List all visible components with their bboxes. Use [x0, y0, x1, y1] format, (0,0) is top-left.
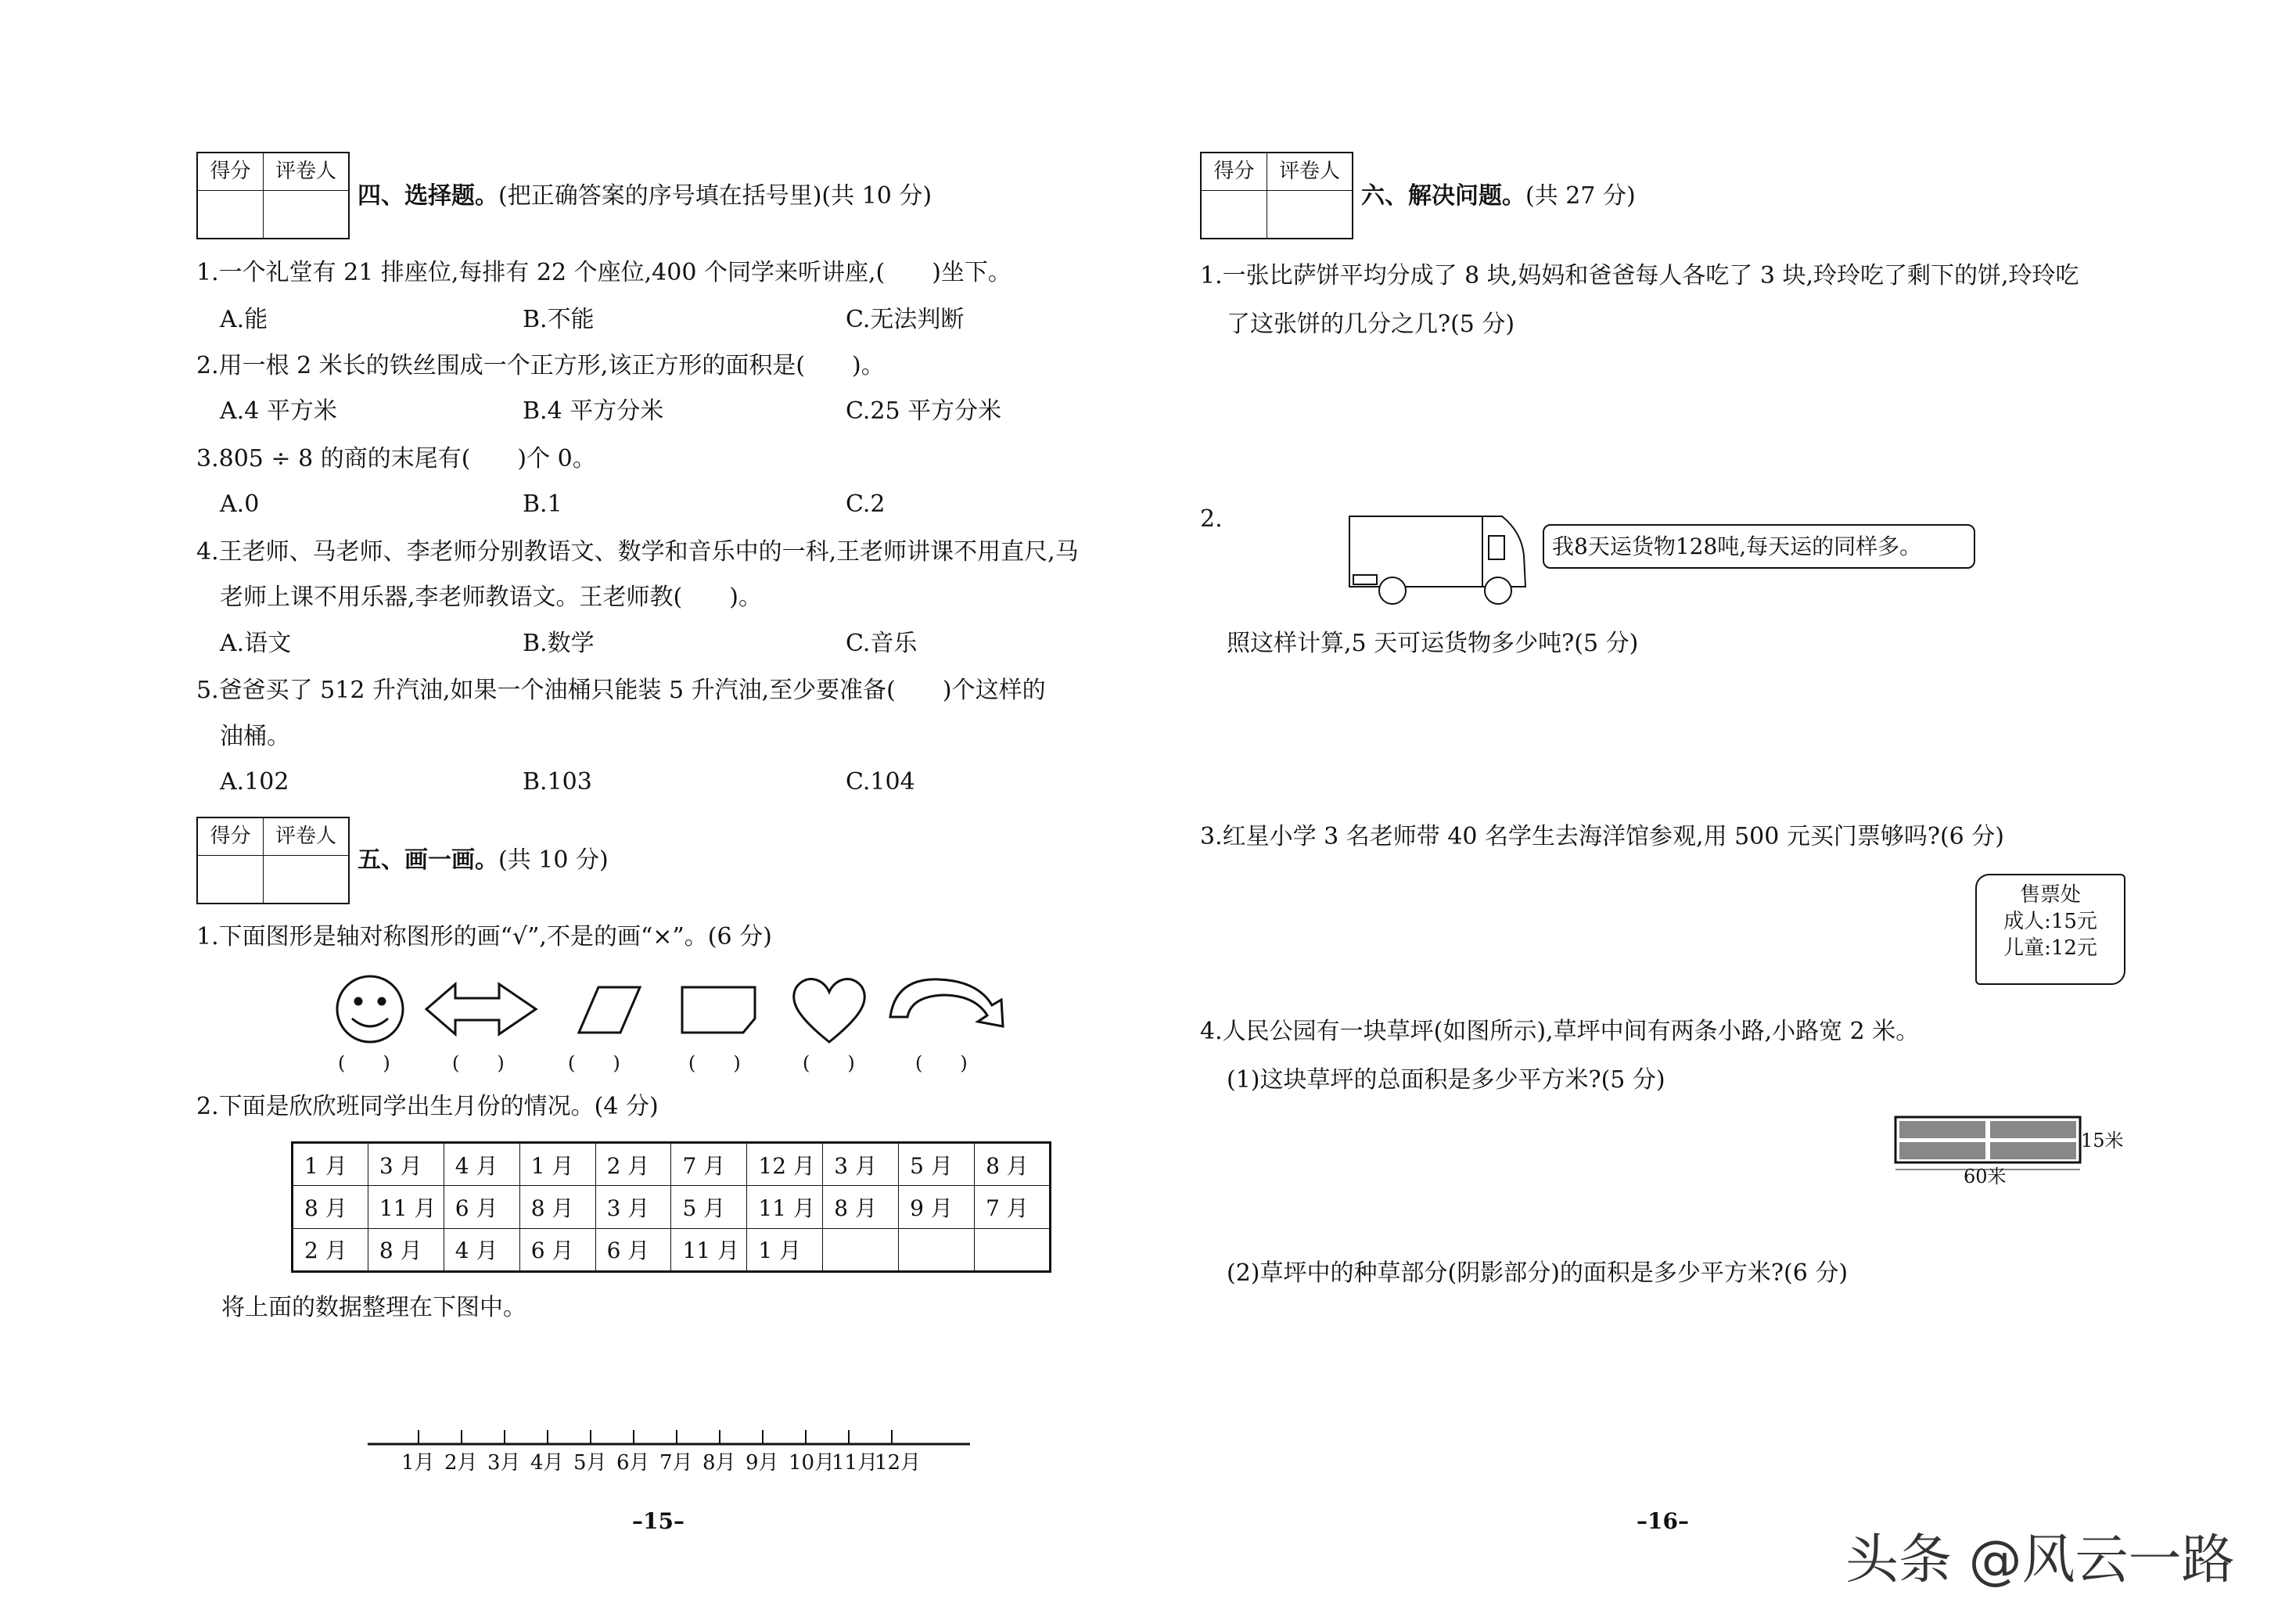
answer-paren[interactable]: ( )	[688, 1052, 741, 1074]
axis-label: 4月	[530, 1451, 564, 1475]
question-text-cont: 老师上课不用乐器,李老师教语文。王老师教( )。	[220, 584, 762, 611]
answer-paren[interactable]: ( )	[452, 1052, 505, 1074]
question-text: 3.805 ÷ 8 的商的末尾有( )个 0。	[196, 445, 596, 472]
table-cell: 3 月	[823, 1143, 899, 1186]
section-note: (共 10 分)	[498, 846, 609, 874]
score-cell[interactable]	[1202, 191, 1267, 238]
symmetry-shapes	[329, 970, 1017, 1048]
question-text-cont: 油桶。	[220, 723, 290, 750]
section-4-heading	[358, 182, 932, 210]
axis-label: 2月	[444, 1451, 478, 1475]
axis-label: 6月	[616, 1451, 650, 1475]
heart-icon	[794, 979, 865, 1042]
section-title: 四、选择题。	[358, 182, 498, 210]
child-price: 儿童:12元	[2003, 936, 2097, 960]
option-a: A.语文	[220, 630, 292, 657]
table-cell: 9 月	[899, 1186, 975, 1228]
question-text: 2.用一根 2 米长的铁丝围成一个正方形,该正方形的面积是( )。	[196, 352, 885, 379]
truck-icon	[1346, 508, 1533, 610]
table-cell: 1 月	[747, 1228, 823, 1271]
table-cell	[899, 1228, 975, 1271]
grader-label: 评卷人	[264, 818, 348, 856]
table-row	[293, 1186, 1051, 1228]
option-c: C.2	[846, 490, 886, 518]
table-cell: 4 月	[444, 1143, 519, 1186]
section-title: 六、解决问题。	[1361, 182, 1525, 210]
option-c: C.104	[846, 768, 915, 796]
question-text: (2)草坪中的种草部分(阴影部分)的面积是多少平方米?(6 分)	[1227, 1259, 1849, 1287]
table-cell: 12 月	[747, 1143, 823, 1186]
table-cell: 11 月	[671, 1228, 747, 1271]
page-number: –16–	[1637, 1508, 1689, 1534]
score-box-5	[196, 817, 350, 904]
question-text: 4.王老师、马老师、李老师分别教语文、数学和音乐中的一科,王老师讲课不用直尺,马	[196, 538, 1079, 566]
section-note: (共 27 分)	[1525, 182, 1636, 210]
question-text: 照这样计算,5 天可运货物多少吨?(5 分)	[1227, 630, 1639, 657]
option-a: A.4 平方米	[220, 397, 337, 425]
option-b: B.103	[523, 768, 592, 796]
table-cell: 8 月	[823, 1186, 899, 1228]
instruction-text: 将上面的数据整理在下图中。	[221, 1294, 526, 1321]
answer-paren[interactable]: ( )	[338, 1052, 390, 1074]
grader-cell[interactable]	[1267, 191, 1352, 238]
table-cell: 11 月	[747, 1186, 823, 1228]
option-b: B.数学	[523, 630, 595, 657]
watermark: 头条 @风云一路	[1845, 1529, 2235, 1591]
question-text: 1.一个礼堂有 21 排座位,每排有 22 个座位,400 个同学来听讲座,( )坐下。	[196, 259, 1011, 286]
table-cell: 2 月	[293, 1228, 368, 1271]
table-cell: 6 月	[595, 1228, 671, 1271]
table-cell	[975, 1228, 1051, 1271]
axis-label: 7月	[659, 1451, 693, 1475]
parallelogram-icon	[579, 987, 640, 1033]
question-text: (1)这块草坪的总面积是多少平方米?(5 分)	[1227, 1066, 1665, 1094]
option-a: A.0	[220, 490, 260, 518]
smiley-face-icon	[337, 976, 403, 1042]
height-dimension: 15米	[2081, 1130, 2124, 1152]
table-cell: 8 月	[293, 1186, 368, 1228]
option-a: A.能	[220, 306, 268, 333]
table-cell	[823, 1228, 899, 1271]
axis-label: 9月	[746, 1451, 779, 1475]
table-cell: 2 月	[595, 1143, 671, 1186]
birth-month-table	[291, 1141, 1051, 1273]
grader-cell[interactable]	[264, 191, 348, 238]
question-text: 2.下面是欣欣班同学出生月份的情况。(4 分)	[196, 1093, 659, 1120]
question-number: 2.	[1200, 505, 1223, 533]
table-cell: 7 月	[975, 1186, 1051, 1228]
grader-label: 评卷人	[1267, 153, 1352, 191]
answer-paren[interactable]: ( )	[803, 1052, 855, 1074]
adult-price: 成人:15元	[2003, 910, 2097, 933]
table-cell: 11 月	[368, 1186, 444, 1228]
table-cell: 6 月	[519, 1228, 595, 1271]
table-cell: 1 月	[519, 1143, 595, 1186]
question-text: 1.下面图形是轴对称图形的画“√”,不是的画“×”。(6 分)	[196, 923, 772, 950]
axis-label: 8月	[702, 1451, 736, 1475]
table-cell: 3 月	[368, 1143, 444, 1186]
ticket-title: 售票处	[2019, 883, 2081, 907]
table-cell: 6 月	[444, 1186, 519, 1228]
score-cell[interactable]	[198, 191, 264, 238]
table-row	[293, 1143, 1051, 1186]
score-label: 得分	[198, 153, 264, 191]
score-label: 得分	[1202, 153, 1267, 191]
section-note: (把正确答案的序号填在括号里)(共 10 分)	[498, 182, 932, 210]
table-cell: 3 月	[595, 1186, 671, 1228]
option-b: B.1	[523, 490, 562, 518]
option-c: C.音乐	[846, 630, 918, 657]
axis-label: 11月	[832, 1451, 879, 1475]
score-cell[interactable]	[198, 856, 264, 903]
axis-label: 10月	[789, 1451, 835, 1475]
table-cell: 5 月	[899, 1143, 975, 1186]
section-title: 五、画一画。	[358, 846, 498, 874]
table-cell: 8 月	[368, 1228, 444, 1271]
question-text: 4.人民公园有一块草坪(如图所示),草坪中间有两条小路,小路宽 2 米。	[1200, 1018, 1920, 1045]
answer-paren[interactable]: ( )	[568, 1052, 620, 1074]
curved-arrow-icon	[890, 979, 1003, 1026]
axis-label: 5月	[573, 1451, 607, 1475]
option-a: A.102	[220, 768, 289, 796]
table-cell: 8 月	[975, 1143, 1051, 1186]
table-cell: 7 月	[671, 1143, 747, 1186]
option-c: C.25 平方分米	[846, 397, 1002, 425]
question-text-cont: 了这张饼的几分之几?(5 分)	[1227, 311, 1515, 338]
width-dimension: 60米	[1964, 1166, 2007, 1187]
table-cell: 4 月	[444, 1228, 519, 1271]
question-text: 5.爸爸买了 512 升汽油,如果一个油桶只能装 5 升汽油,至少要准备( )个这样的	[196, 677, 1046, 704]
table-row	[293, 1228, 1051, 1271]
ticket-sign	[1975, 874, 2125, 985]
grader-label: 评卷人	[264, 153, 348, 191]
section-5-heading	[358, 846, 609, 875]
page-number: –15–	[632, 1508, 684, 1534]
axis-label: 12月	[875, 1451, 922, 1475]
axis-label: 3月	[487, 1451, 521, 1475]
question-text: 3.红星小学 3 名老师带 40 名学生去海洋馆参观,用 500 元买门票够吗?(6 分)	[1200, 823, 2005, 850]
score-label: 得分	[198, 818, 264, 856]
pentagon-tag-icon	[682, 987, 755, 1033]
section-6-heading	[1361, 182, 1636, 210]
score-box-4	[196, 152, 350, 239]
axis-label: 1月	[401, 1451, 435, 1475]
option-b: B.4 平方分米	[523, 397, 664, 425]
option-c: C.无法判断	[846, 306, 965, 333]
speech-bubble: 我8天运货物128吨,每天运的同样多。	[1543, 524, 1975, 569]
table-cell: 5 月	[671, 1186, 747, 1228]
grader-cell[interactable]	[264, 856, 348, 903]
table-cell: 1 月	[293, 1143, 368, 1186]
question-text: 1.一张比萨饼平均分成了 8 块,妈妈和爸爸每人各吃了 3 块,玲玲吃了剩下的饼,玲玲吃	[1200, 262, 2079, 289]
answer-paren[interactable]: ( )	[915, 1052, 968, 1074]
score-box-6	[1200, 152, 1353, 239]
option-b: B.不能	[523, 306, 595, 333]
table-cell: 8 月	[519, 1186, 595, 1228]
double-arrow-icon	[426, 984, 536, 1034]
